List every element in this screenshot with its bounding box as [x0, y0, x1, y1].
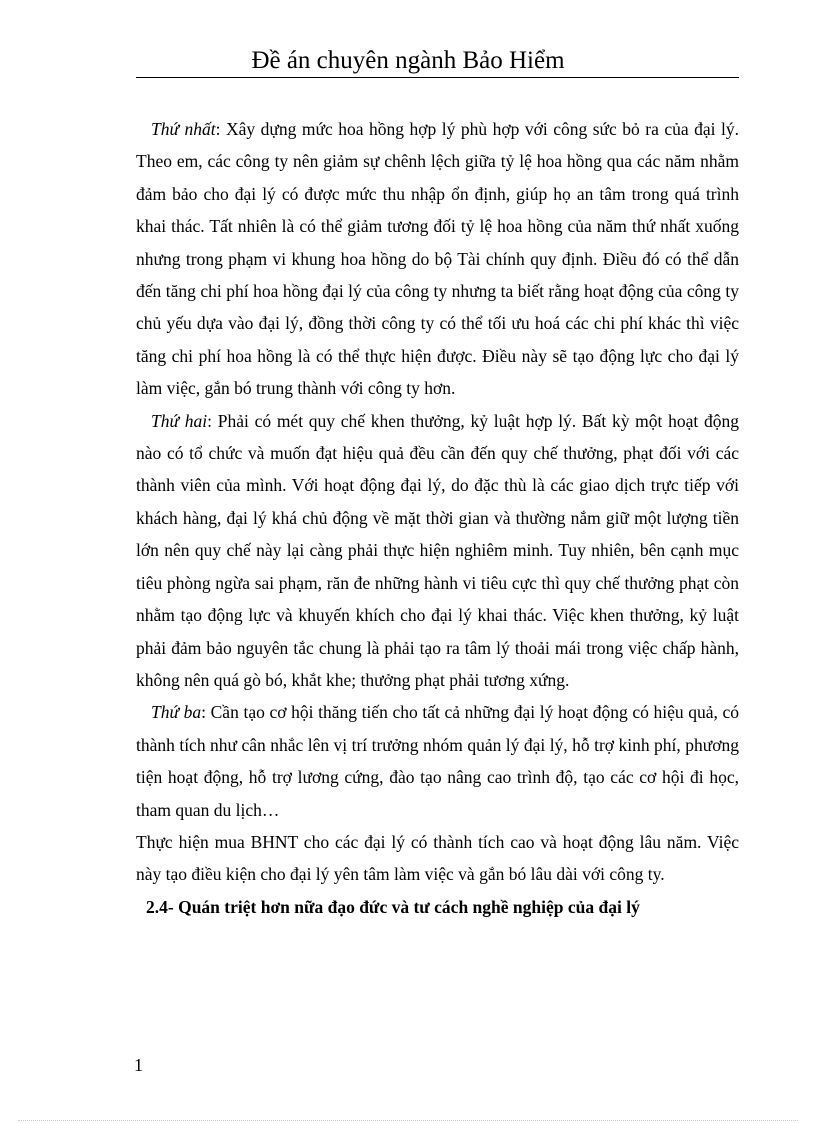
paragraph-lead: Thứ nhất: [151, 119, 216, 139]
page-bottom-divider: [18, 1120, 798, 1121]
paragraph-text: : Xây dựng mức hoa hồng hợp lý phù hợp với công sức bỏ ra của đại lý. Theo em, các công ty nên giảm sự chênh lệch giữa tỷ lệ hoa hồng qua các năm nhằm đảm bảo cho đại lý có được mức thu nhập ổn định, giúp họ an tâm trong quá trình khai thác. Tất nhiên là có thể giảm tương đối tỷ lệ hoa hồng của năm thứ nhất xuống nhưng trong phạm vi khung hoa hồng do bộ Tài chính quy định. Điều đó có thể dẫn đến tăng chi phí hoa hồng đại lý của công ty nhưng ta biết rằng hoạt động của công ty chủ yếu dựa vào đại lý, đồng thời công ty có thể tối ưu hoá các chi phí khác thì việc tăng chi phí hoa hồng là có thể thực hiện được. Điều này sẽ tạo động lực cho đại lý làm việc, gắn bó trung thành với công ty hơn.: [136, 119, 739, 399]
paragraph-lead: Thứ hai: [151, 410, 208, 431]
paragraph-text: Thực hiện mua BHNT cho các đại lý có thành tích cao và hoạt động lâu năm. Việc này tạo điều kiện cho đại lý yên tâm làm việc và gắn bó lâu dài với công ty.: [136, 831, 739, 885]
paragraph-second: [136, 405, 739, 697]
section-heading: 2.4- Quán triệt hơn nữa đạo đức và tư cách nghề nghiệp của đại lý: [146, 896, 640, 917]
paragraph-first: [136, 113, 739, 405]
document-body: [136, 113, 739, 923]
paragraph-third: [136, 696, 739, 826]
paragraph-text: : Cần tạo cơ hội thăng tiến cho tất cả những đại lý hoạt động có hiệu quả, có thành tích như cân nhắc lên vị trí trưởng nhóm quản lý đại lý, hỗ trợ kinh phí, phương tiện hoạt động, hỗ trợ lương cứng, đào tạo nâng cao trình độ, tạo các cơ hội đi học, tham quan du lịch…: [136, 702, 739, 820]
page-number: 1: [134, 1055, 143, 1075]
page-header-title: Đề án chuyên ngành Bảo Hiểm: [251, 47, 565, 74]
paragraph-fourth: [136, 826, 739, 891]
paragraph-lead: Thứ ba: [151, 702, 202, 723]
paragraph-text: : Phải có mét quy chế khen thưởng, kỷ luật hợp lý. Bất kỳ một hoạt động nào có tổ chức và muốn đạt hiệu quả đều cần đến quy chế thưởng, phạt đối với các thành viên của mình. Với hoạt động đại lý, do đặc thù là các giao dịch trực tiếp với khách hàng, đại lý khá chủ động về mặt thời gian và thường nắm giữ một lượng tiền lớn nên quy chế này lại càng phải thực hiện nghiêm minh. Tuy nhiên, bên cạnh mục tiêu phòng ngừa sai phạm, răn đe những hành vi tiêu cực thì quy chế thưởng phạt còn nhằm tạo động lực và khuyến khích cho đại lý khai thác. Việc khen thưởng, kỷ luật phải đảm bảo nguyên tắc chung là phải tạo ra tâm lý thoải mái trong việc chấp hành, không nên quá gò bó, khắt khe; thưởng phạt phải tương xứng.: [136, 410, 739, 690]
header-divider: [136, 77, 739, 78]
